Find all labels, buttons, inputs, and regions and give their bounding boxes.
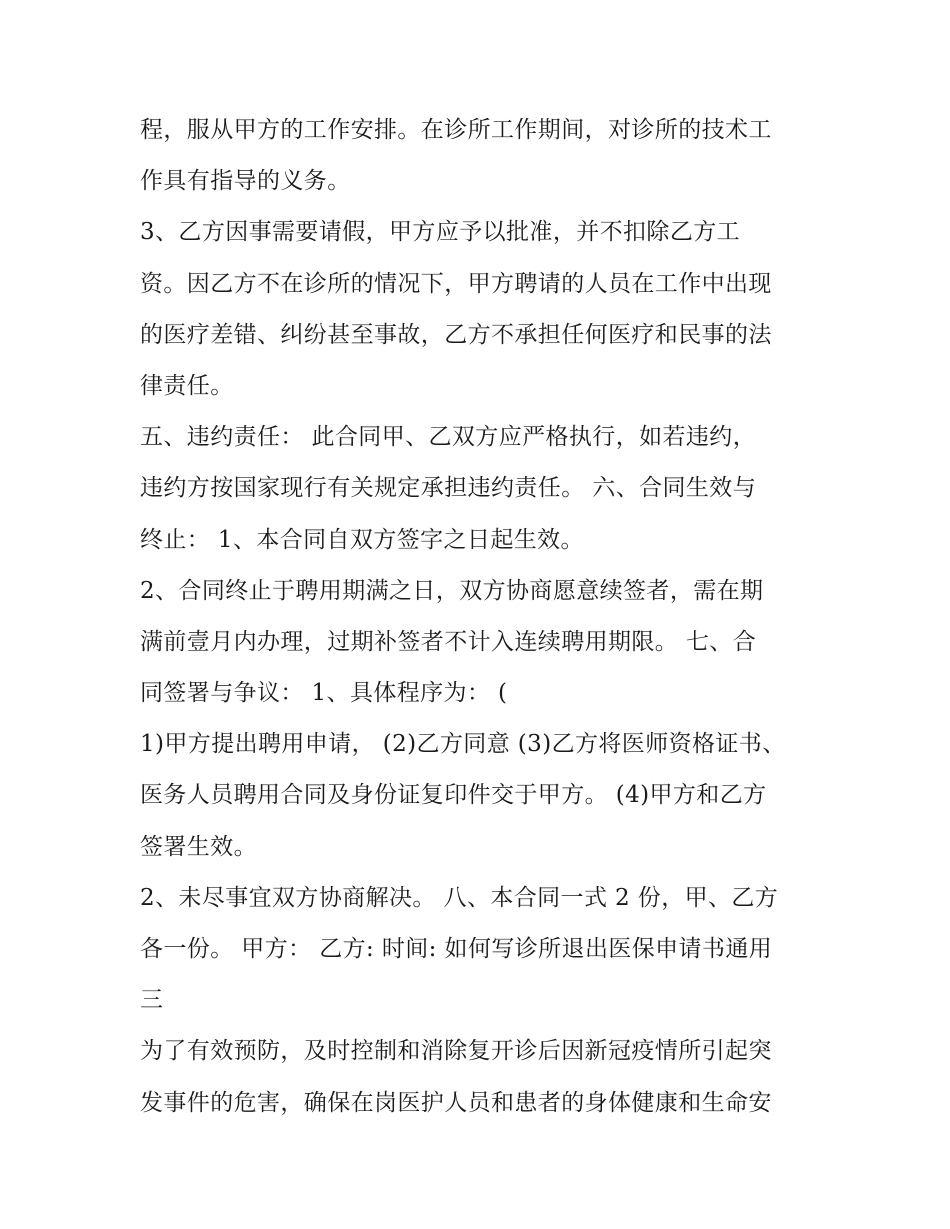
- text-line-1: 程，服从甲方的工作安排。在诊所工作期间，对诊所的技术工: [140, 117, 772, 143]
- text-line-13: 1)甲方提出聘用申请， (2)乙方同意 (3)乙方将医师资格证书、: [140, 731, 786, 758]
- text-line-6: 律责任。: [140, 372, 234, 399]
- text-line-17: 各一份。 甲方： 乙方: 时间: 如何写诊所退出医保申请书通用: [140, 936, 773, 962]
- text-line-10: 2、合同终止于聘用期满之日，双方协商愿意续签者，需在期: [140, 577, 764, 604]
- text-line-20: 发事件的危害，确保在岗医护人员和患者的身体健康和生命安: [140, 1089, 772, 1116]
- text-line-11: 满前壹月内办理，过期补签者不计入连续聘用期限。 七、合: [140, 628, 757, 655]
- text-line-14: 医务人员聘用合同及身份证复印件交于甲方。 (4)甲方和乙方: [140, 782, 767, 809]
- text-line-12: 同签署与争议： 1、具体程序为： (: [140, 680, 508, 707]
- text-line-5: 的医疗差错、纠纷甚至事故，乙方不承担任何医疗和民事的法: [140, 321, 772, 348]
- text-line-15: 签署生效。: [140, 833, 257, 860]
- text-line-16: 2、未尽事宜双方协商解决。 八、本合同一式 2 份，甲、乙方: [140, 884, 779, 911]
- text-line-9: 终止： 1、本合同自双方签字之日起生效。: [140, 526, 584, 553]
- text-line-4: 资。因乙方不在诊所的情况下，甲方聘请的人员在工作中出现: [140, 270, 772, 297]
- text-line-18: 三: [140, 987, 164, 1014]
- text-line-19: 为了有效预防，及时控制和消除复开诊后因新冠疫情所引起突: [140, 1038, 772, 1065]
- text-line-2: 作具有指导的义务。: [140, 168, 351, 195]
- text-line-3: 3、乙方因事需要请假，甲方应予以批准，并不扣除乙方工: [140, 219, 741, 246]
- text-line-7: 五、违约责任： 此合同甲、乙双方应严格执行，如若违约，: [140, 424, 757, 451]
- document-body: [140, 105, 820, 1129]
- text-line-8: 违约方按国家现行有关规定承担违约责任。 六、合同生效与: [140, 475, 757, 502]
